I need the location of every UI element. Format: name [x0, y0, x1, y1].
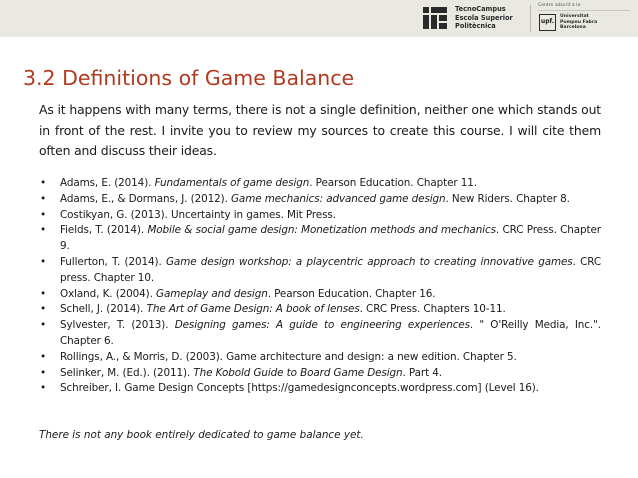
reference-item: • Adams, E. (2014). Fundamentals of game design. Pearson Education. Chapter 11.	[39, 176, 601, 192]
slide-title: 3.2 Definitions of Game Balance	[23, 66, 355, 90]
reference-item: • Selinker, M. (Ed.). (2011). The Kobold Guide to Board Game Design. Part 4.	[39, 366, 601, 382]
reference-item: • Oxland, K. (2004). Gameplay and design. Pearson Education. Chapter 16.	[39, 287, 601, 303]
reference-item: • Schell, J. (2014). The Art of Game Design: A book of lenses. CRC Press. Chapters 10-11.	[39, 302, 601, 318]
upf-line-1: Universitat	[560, 14, 589, 19]
upf-mark: upf.	[539, 14, 556, 31]
tecnocampus-mark-icon	[423, 7, 447, 29]
reference-item: • Fields, T. (2014). Mobile & social game design: Monetization methods and mechanics. CRC Press. Chapter 9.	[39, 223, 601, 255]
tecnocampus-name: TecnoCampus	[455, 5, 506, 13]
reference-list	[39, 176, 601, 397]
upf-wordmark	[560, 14, 597, 31]
reference-item: • Rollings, A., & Morris, D. (2003). Game architecture and design: a new edition. Chapter 5.	[39, 350, 601, 366]
reference-item: • Fullerton, T. (2014). Game design workshop: a playcentric approach to creating innovative games. CRC press. Chapter 10.	[39, 255, 601, 287]
upf-logo	[538, 3, 634, 35]
tecnocampus-polytechnic: Politècnica	[455, 22, 496, 31]
header-band	[0, 0, 638, 37]
intro-paragraph: As it happens with many terms, there is not a single definition, neither one which stands out in front of the rest. I invite you to review my sources to create this course. I will cite them often and discuss their ideas.	[39, 102, 601, 158]
closing-note: There is not any book entirely dedicated to game balance yet.	[39, 429, 364, 441]
upf-line-3: Barcelona	[560, 25, 586, 31]
tecnocampus-school: Escola Superior	[455, 13, 513, 22]
logo-divider	[530, 5, 531, 32]
reference-item: • Adams, E., & Dormans, J. (2012). Game mechanics: advanced game design. New Riders. Chapter 8.	[39, 192, 601, 208]
affiliation-caption: Centre adscrit a la	[538, 3, 581, 8]
reference-item: • Costikyan, G. (2013). Uncertainty in games. Mit Press.	[39, 208, 601, 224]
tecnocampus-logo	[423, 4, 543, 34]
tecnocampus-wordmark	[455, 5, 513, 31]
reference-item: • Sylvester, T. (2013). Designing games: A guide to engineering experiences. " O'Reilly Media, Inc.". Chapter 6.	[39, 318, 601, 350]
affiliation-rule	[538, 10, 630, 11]
upf-line-2: Pompeu Fabra	[560, 19, 598, 25]
reference-item: • Schreiber, I. Game Design Concepts [https://gamedesignconcepts.wordpress.com] (Level 16).	[39, 381, 601, 397]
